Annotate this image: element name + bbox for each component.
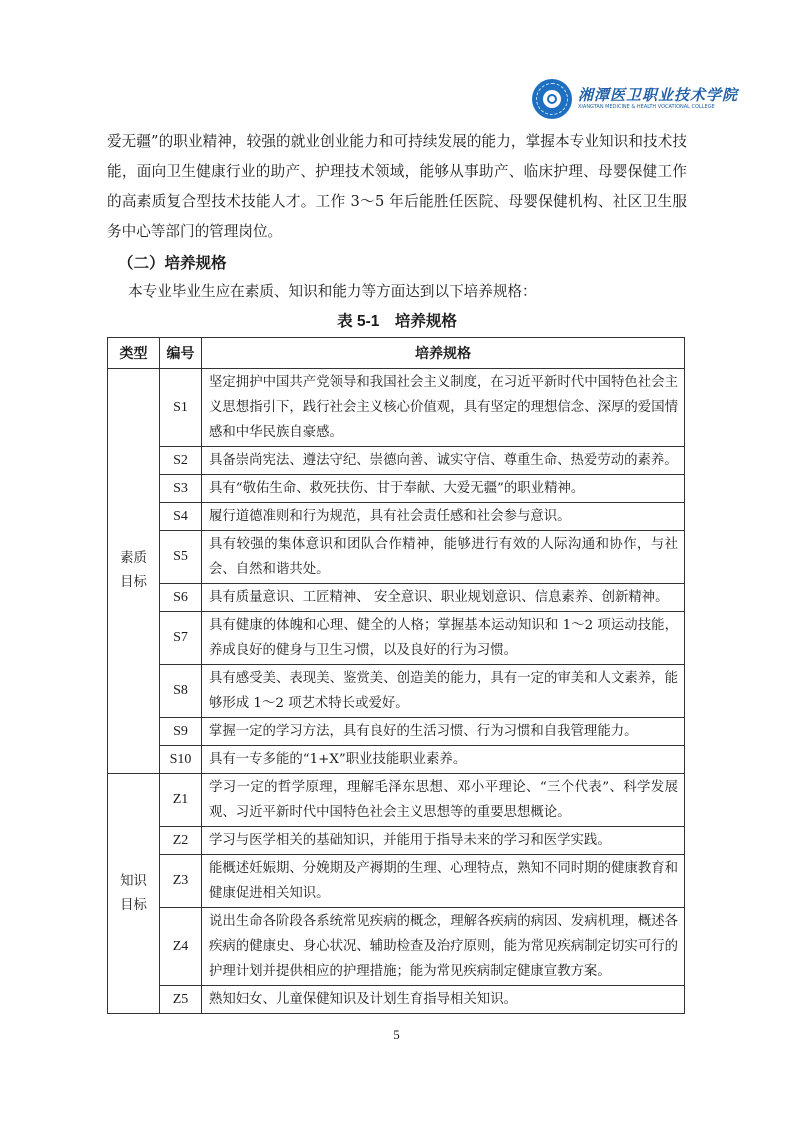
code-cell: S5	[160, 531, 202, 584]
header-type: 类型	[108, 338, 160, 369]
table-row	[108, 475, 685, 503]
table-row	[108, 774, 685, 827]
table-row	[108, 986, 685, 1014]
spec-description-cell: 具有质量意识、工匠精神、 安全意识、职业规划意识、信息素养、创新精神。	[202, 584, 685, 612]
code-cell: Z5	[160, 986, 202, 1014]
header-code: 编号	[160, 338, 202, 369]
code-cell: S1	[160, 369, 202, 447]
college-logo	[532, 78, 738, 120]
code-cell: Z1	[160, 774, 202, 827]
spec-description-cell: 具有健康的体魄和心理、健全的人格；掌握基本运动知识和 1～2 项运动技能，养成良好的健身与卫生习惯，以及良好的行为习惯。	[202, 612, 685, 665]
spec-description-cell: 履行道德准则和行为规范，具有社会责任感和社会参与意识。	[202, 503, 685, 531]
table-row	[108, 531, 685, 584]
paragraph-continuation: 爱无疆”的职业精神，较强的就业创业能力和可持续发展的能力，掌握本专业知识和技术技能，面向卫生健康行业的助产、护理技术领域，能够从事助产、临床护理、母婴保健工作的高素质复合型技术技能人才。工作 3～5 年后能胜任医院、母婴保健机构、社区卫生服务中心等部门的管理岗位。	[107, 133, 687, 240]
category-label: 素质目标	[120, 551, 147, 590]
spec-description-cell: 熟知妇女、儿童保健知识及计划生育指导相关知识。	[202, 986, 685, 1014]
page-number: 5	[393, 1027, 400, 1042]
category-cell	[108, 369, 160, 774]
spec-description-cell: 具有较强的集体意识和团队合作精神，能够进行有效的人际沟通和协作，与社会、自然和谐共处。	[202, 531, 685, 584]
spec-description-cell: 具有“敬佑生命、救死扶伤、甘于奉献、大爱无疆”的职业精神。	[202, 475, 685, 503]
code-cell: S8	[160, 665, 202, 718]
table-row	[108, 746, 685, 774]
category-cell	[108, 774, 160, 1014]
code-cell: Z2	[160, 827, 202, 855]
spec-description-cell: 学习一定的哲学原理，理解毛泽东思想、邓小平理论、“三个代表”、科学发展观、习近平新时代中国特色社会主义思想等的重要思想概论。	[202, 774, 685, 827]
spec-description-cell: 学习与医学相关的基础知识，并能用于指导未来的学习和医学实践。	[202, 827, 685, 855]
spec-description-cell: 坚定拥护中国共产党领导和我国社会主义制度，在习近平新时代中国特色社会主义思想指引下，践行社会主义核心价值观，具有坚定的理想信念、深厚的爱国情感和中华民族自豪感。	[202, 369, 685, 447]
table-row	[108, 908, 685, 986]
code-cell: S4	[160, 503, 202, 531]
spec-description-cell: 掌握一定的学习方法，具有良好的生活习惯、行为习惯和自我管理能力。	[202, 718, 685, 746]
document-body	[107, 127, 687, 1014]
table-row	[108, 718, 685, 746]
spec-description-cell: 具有一专多能的“1+X”职业技能职业素养。	[202, 746, 685, 774]
table-row	[108, 665, 685, 718]
code-cell: S7	[160, 612, 202, 665]
spec-description-cell: 具备崇尚宪法、遵法守纪、崇德向善、诚实守信、尊重生命、热爱劳动的素养。	[202, 447, 685, 475]
spec-description-cell: 说出生命各阶段各系统常见疾病的概念，理解各疾病的病因、发病机理，概述各疾病的健康史、身心状况、辅助检查及治疗原则，能为常见疾病制定切实可行的护理计划并提供相应的护理措施；能为常见疾病制定健康宣教方案。	[202, 908, 685, 986]
table-row	[108, 447, 685, 475]
intro-text: 本专业毕业生应在素质、知识和能力等方面达到以下培养规格：	[128, 283, 537, 300]
logo-name-en: XIANGTAN MEDICINE & HEALTH VOCATIONAL COLLEGE	[578, 104, 715, 110]
code-cell: S3	[160, 475, 202, 503]
spec-description-cell: 具有感受美、表现美、鉴赏美、创造美的能力，具有一定的审美和人文素养，能够形成 1～2 项艺术特长或爱好。	[202, 665, 685, 718]
code-cell: Z3	[160, 855, 202, 908]
training-spec-table	[107, 337, 685, 1014]
table-row	[108, 612, 685, 665]
code-cell: S6	[160, 584, 202, 612]
category-label: 知识目标	[120, 873, 147, 913]
table-row	[108, 369, 685, 447]
logo-name-cn: 湘潭医卫职业技术学院	[578, 86, 739, 104]
spec-description-cell: 能概述妊娠期、分娩期及产褥期的生理、心理特点，熟知不同时期的健康教育和健康促进相关知识。	[202, 855, 685, 908]
college-seal-icon	[532, 79, 572, 119]
code-cell: S2	[160, 447, 202, 475]
table-caption: 表 5-1 培养规格	[337, 313, 457, 330]
table-header-row	[108, 338, 685, 369]
header-spec: 培养规格	[202, 338, 685, 369]
table-row	[108, 503, 685, 531]
code-cell: S10	[160, 746, 202, 774]
code-cell: Z4	[160, 908, 202, 986]
table-row	[108, 584, 685, 612]
code-cell: S9	[160, 718, 202, 746]
section-heading: （二）培养规格	[118, 255, 227, 272]
table-row	[108, 827, 685, 855]
table-row	[108, 855, 685, 908]
